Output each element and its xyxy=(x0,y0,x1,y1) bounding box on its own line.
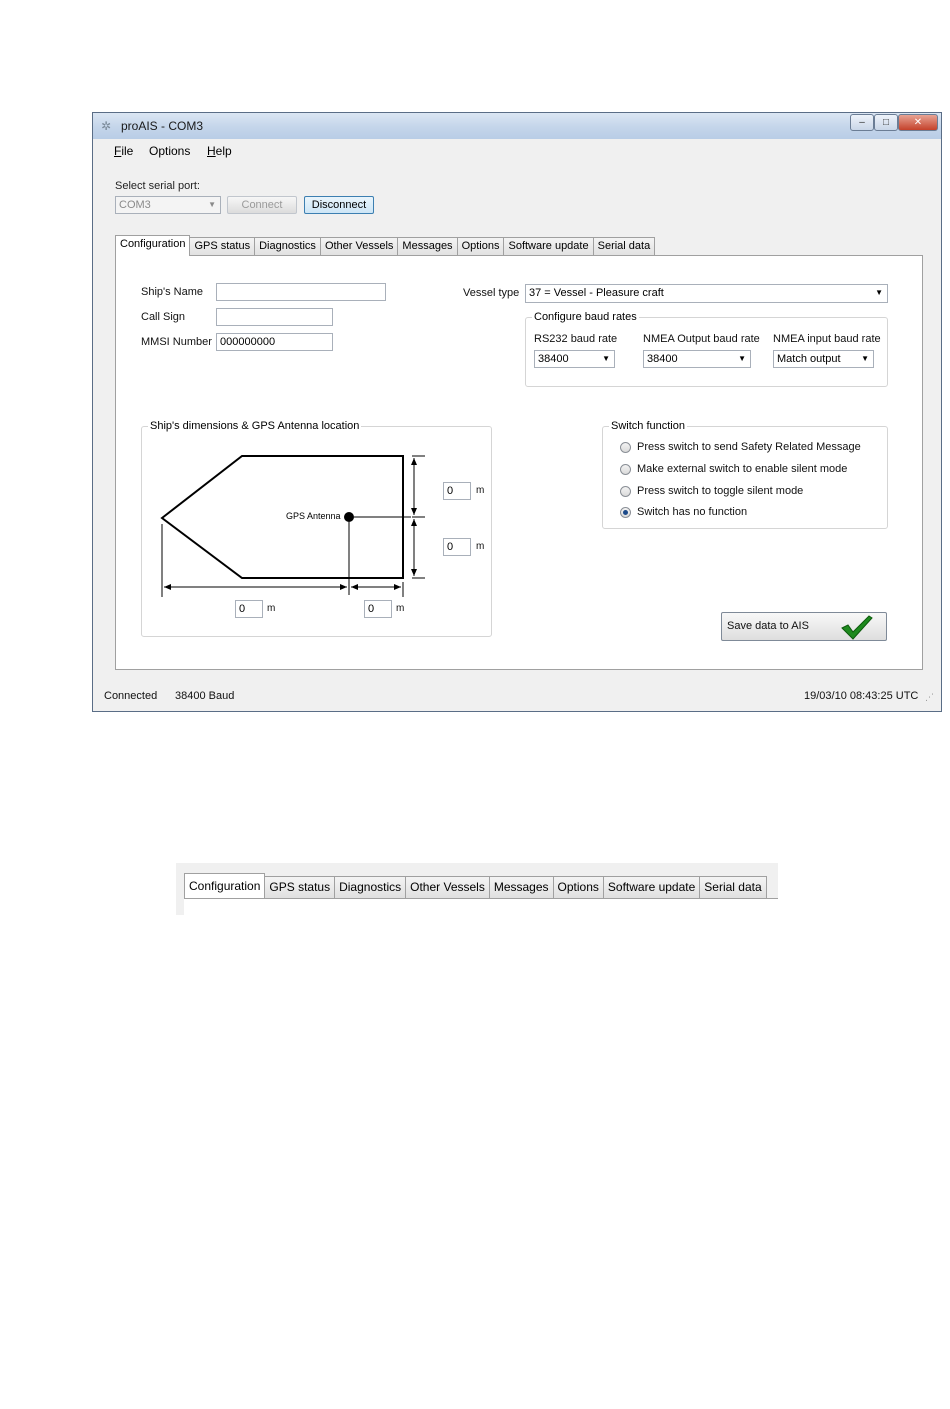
arrow-head xyxy=(411,519,417,526)
tab-options[interactable]: Options xyxy=(457,237,505,256)
tab-messages[interactable]: Messages xyxy=(397,237,457,256)
baud-status: 38400 Baud xyxy=(175,690,235,702)
connection-status: Connected xyxy=(104,690,158,702)
call-sign-input[interactable] xyxy=(216,308,333,326)
app-window xyxy=(92,112,942,712)
arrow-head xyxy=(394,584,401,590)
tab-configuration[interactable]: Configuration xyxy=(115,235,190,256)
ship-outline-diagram xyxy=(142,427,493,638)
to-stern-unit: m xyxy=(396,603,405,614)
nmea-output-baud-label: NMEA Output baud rate xyxy=(643,333,760,345)
menu-help-accel: H xyxy=(207,144,216,158)
to-starboard-input[interactable]: 0 xyxy=(443,538,471,556)
tab-software-update[interactable]: Software update xyxy=(503,237,593,256)
tab-diagnostics[interactable]: Diagnostics xyxy=(334,876,406,898)
baud-rates-legend: Configure baud rates xyxy=(534,311,637,323)
menu-options[interactable]: Options xyxy=(149,144,191,158)
to-stern-input[interactable]: 0 xyxy=(364,600,392,618)
switch-option-toggle-silent[interactable]: Press switch to toggle silent mode xyxy=(637,485,804,497)
arrow-head xyxy=(411,508,417,515)
save-to-ais-button[interactable] xyxy=(721,612,887,641)
ships-name-label: Ship's Name xyxy=(141,286,204,298)
serial-port-select[interactable] xyxy=(115,196,221,214)
arrow-head xyxy=(411,458,417,465)
arrow-head xyxy=(340,584,347,590)
vessel-type-label: Vessel type xyxy=(463,287,520,299)
serial-port-label: Select serial port: xyxy=(115,180,200,192)
menu-file-label: ile xyxy=(121,144,134,158)
menu-file-accel: F xyxy=(114,144,122,158)
tab-serial-data[interactable]: Serial data xyxy=(699,876,766,898)
ships-name-input[interactable] xyxy=(216,283,386,301)
menu-file[interactable] xyxy=(114,144,133,158)
gps-antenna-dot xyxy=(344,512,354,522)
tab-options[interactable]: Options xyxy=(553,876,604,898)
chevron-down-icon: ▼ xyxy=(875,288,883,297)
tab-diagnostics[interactable]: Diagnostics xyxy=(254,237,321,256)
nmea-output-baud-value: 38400 xyxy=(647,353,678,365)
title-bar[interactable] xyxy=(93,113,941,139)
tab-strip-closeup xyxy=(176,863,778,915)
switch-option-no-function[interactable]: Switch has no function xyxy=(637,506,748,518)
minimize-button[interactable]: – xyxy=(850,114,874,131)
arrow-head xyxy=(411,569,417,576)
to-starboard-unit: m xyxy=(476,541,485,552)
chevron-down-icon: ▼ xyxy=(861,354,869,363)
tab-serial-data[interactable]: Serial data xyxy=(593,237,656,256)
arrow-head xyxy=(351,584,358,590)
chevron-down-icon: ▼ xyxy=(738,354,746,363)
nmea-output-baud-select[interactable] xyxy=(643,350,751,368)
save-to-ais-label: Save data to AIS xyxy=(727,620,809,632)
tab-software-update[interactable]: Software update xyxy=(603,876,700,898)
mmsi-input[interactable]: 000000000 xyxy=(216,333,333,351)
maximize-button[interactable]: □ xyxy=(874,114,898,131)
to-port-input[interactable]: 0 xyxy=(443,482,471,500)
mmsi-label: MMSI Number xyxy=(141,336,212,348)
switch-option-silent-mode[interactable]: Make external switch to enable silent mode xyxy=(637,463,848,475)
ship-dimensions-group xyxy=(141,420,492,637)
baud-rates-group xyxy=(525,311,888,387)
tab-other-vessels[interactable]: Other Vessels xyxy=(320,237,398,256)
menu-help-label: elp xyxy=(215,144,232,158)
arrow-head xyxy=(164,584,171,590)
to-port-unit: m xyxy=(476,485,485,496)
rs232-baud-label: RS232 baud rate xyxy=(534,333,618,345)
disconnect-button[interactable]: Disconnect xyxy=(304,196,374,214)
tab-configuration[interactable]: Configuration xyxy=(184,873,265,898)
configuration-panel xyxy=(115,255,923,670)
switch-function-group xyxy=(602,420,888,529)
switch-option-radio[interactable] xyxy=(620,464,631,475)
tab-gps-status[interactable]: GPS status xyxy=(264,876,335,898)
tab-strip-large xyxy=(184,876,766,898)
menu-bar xyxy=(93,140,941,162)
app-icon: ✲ xyxy=(101,119,112,133)
nmea-input-baud-label: NMEA input baud rate xyxy=(773,333,881,345)
tab-messages[interactable]: Messages xyxy=(489,876,554,898)
vessel-type-select[interactable] xyxy=(525,284,888,303)
close-button[interactable]: ✕ xyxy=(898,114,938,131)
rs232-baud-select[interactable] xyxy=(534,350,615,368)
menu-help[interactable] xyxy=(207,144,232,158)
checkmark-icon xyxy=(840,614,874,640)
switch-option-safety-message[interactable]: Press switch to send Safety Related Message xyxy=(637,441,861,453)
chevron-down-icon: ▼ xyxy=(208,200,216,209)
chevron-down-icon: ▼ xyxy=(602,354,610,363)
gps-antenna-label: GPS Antenna xyxy=(286,511,341,521)
tab-other-vessels[interactable]: Other Vessels xyxy=(405,876,490,898)
status-bar xyxy=(93,684,941,708)
to-bow-unit: m xyxy=(267,603,276,614)
tab-strip xyxy=(115,237,654,255)
connect-button[interactable]: Connect xyxy=(227,196,297,214)
resize-grip-icon[interactable]: ⋰ xyxy=(925,692,933,702)
tab-gps-status[interactable]: GPS status xyxy=(189,237,255,256)
to-bow-input[interactable]: 0 xyxy=(235,600,263,618)
switch-option-radio[interactable] xyxy=(620,486,631,497)
call-sign-label: Call Sign xyxy=(141,311,186,323)
switch-function-legend: Switch function xyxy=(611,420,685,432)
tab-panel-edge xyxy=(184,898,778,916)
nmea-input-baud-value: Match output xyxy=(777,353,841,365)
datetime-status: 19/03/10 08:43:25 UTC xyxy=(804,690,919,702)
window-title: proAIS - COM3 xyxy=(121,119,204,133)
nmea-input-baud-select[interactable] xyxy=(773,350,874,368)
serial-port-value: COM3 xyxy=(119,199,151,211)
switch-option-radio-selected[interactable] xyxy=(620,507,631,518)
switch-option-radio[interactable] xyxy=(620,442,631,453)
ship-dimensions-legend: Ship's dimensions & GPS Antenna location xyxy=(150,420,360,432)
vessel-type-value: 37 = Vessel - Pleasure craft xyxy=(529,287,664,299)
rs232-baud-value: 38400 xyxy=(538,353,569,365)
